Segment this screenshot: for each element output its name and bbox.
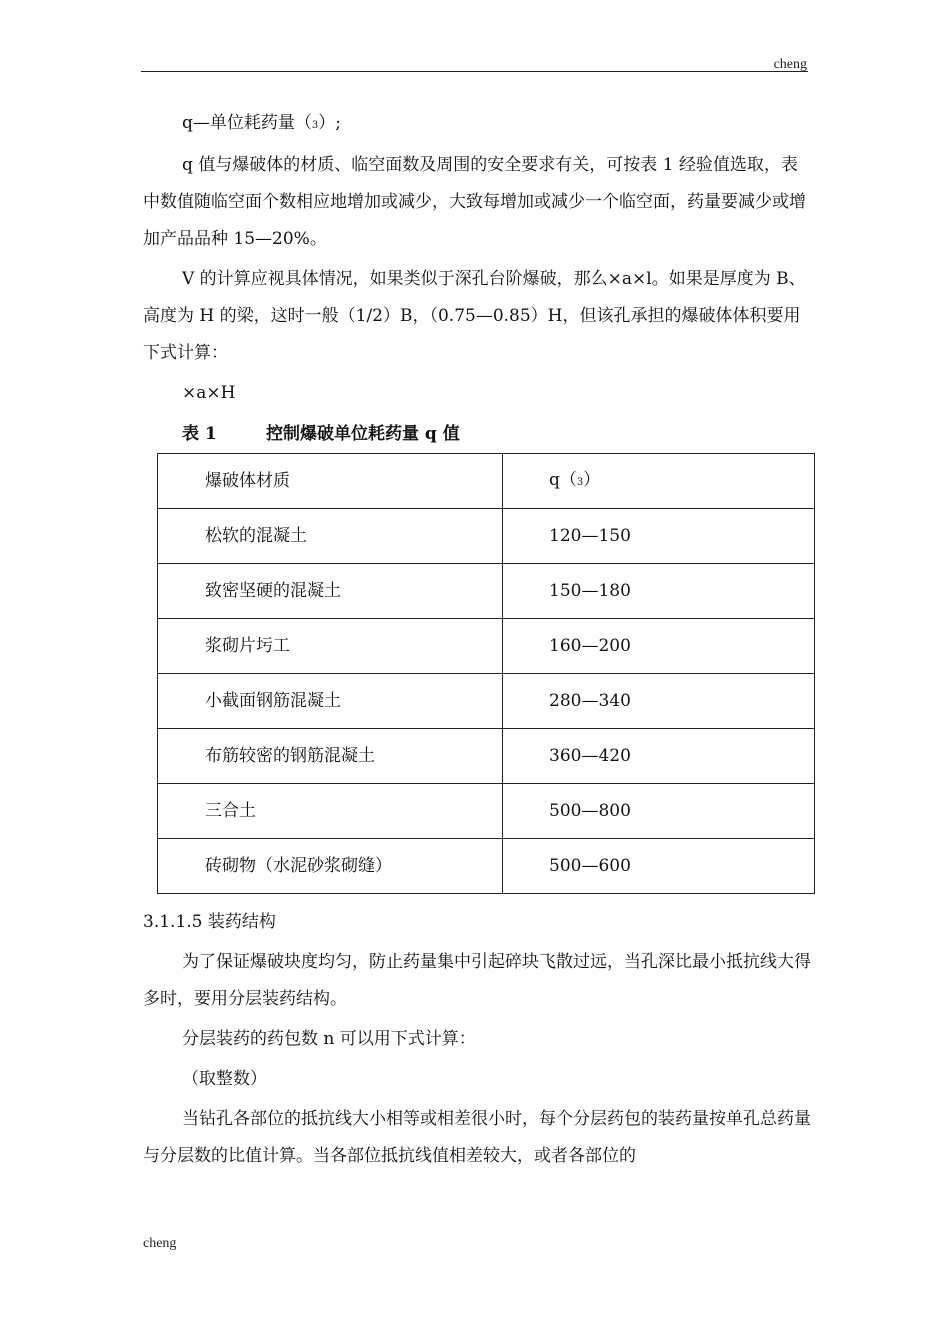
- cell-material: 浆砌片圬工: [158, 619, 503, 674]
- table-title: 控制爆破单位耗药量 q 值: [266, 424, 460, 444]
- table-header-row: [158, 454, 815, 509]
- cell-q: 500—800: [503, 784, 815, 839]
- formula-line: ×a×H: [182, 383, 236, 403]
- table-row: [158, 564, 815, 619]
- header-q-superscript: 3: [576, 476, 584, 488]
- cell-material: 布筋较密的钢筋混凝土: [158, 729, 503, 784]
- cell-material: 松软的混凝土: [158, 509, 503, 564]
- cell-q: 150—180: [503, 564, 815, 619]
- table-row: [158, 619, 815, 674]
- table-row: [158, 784, 815, 839]
- header-q-text: q（: [549, 469, 577, 490]
- header-q-end: ）: [583, 469, 601, 490]
- table-number: 表 1: [182, 424, 217, 444]
- table-row: [158, 509, 815, 564]
- cell-material: 三合土: [158, 784, 503, 839]
- paragraph-charge-count: 分层装药的药包数 n 可以用下式计算：: [182, 1029, 476, 1049]
- table-row: [158, 839, 815, 894]
- paragraph-round-note: （取整数）: [182, 1069, 267, 1089]
- paragraph-q-definition: [143, 105, 813, 144]
- page-header: cheng: [773, 57, 807, 72]
- q-definition-text: q—单位耗药量（: [182, 113, 312, 133]
- header-q: [503, 454, 815, 509]
- cell-q: 360—420: [503, 729, 815, 784]
- table-row: [158, 729, 815, 784]
- page-footer: cheng: [143, 1236, 177, 1251]
- header-rule: [141, 71, 808, 72]
- paragraph-v-calculation: V 的计算应视具体情况，如果类似于深孔台阶爆破，那么×a×l。如果是厚度为 B、高度为 H 的梁，这时一般（1/2）B，（0.75—0.85）H，但该孔承担的爆破体体积要用下式计算：: [143, 269, 806, 363]
- table-caption: [143, 417, 813, 451]
- cell-q: 280—340: [503, 674, 815, 729]
- cell-material: 致密坚硬的混凝土: [158, 564, 503, 619]
- paragraph-layered-charge: 为了保证爆破块度均匀，防止药量集中引起碎块飞散过远，当孔深比最小抵抗线大得多时，要用分层装药结构。: [143, 952, 811, 1009]
- section-heading: 3.1.1.5 装药结构: [143, 912, 276, 932]
- cell-material: 小截面钢筋混凝土: [158, 674, 503, 729]
- paragraph-q-value: q 值与爆破体的材质、临空面数及周围的安全要求有关，可按表 1 经验值选取，表中数值随临空面个数相应地增加或减少，大致每增加或减少一个临空面，药量要减少或增加产品品种 15—20%。: [143, 155, 806, 249]
- cell-q: 500—600: [503, 839, 815, 894]
- document-body: [143, 105, 813, 1178]
- q-definition-superscript: 3: [311, 120, 319, 131]
- table-row: [158, 674, 815, 729]
- cell-q: 120—150: [503, 509, 815, 564]
- q-definition-end: ）;: [318, 113, 341, 133]
- cell-material: 砖砌物（水泥砂浆砌缝）: [158, 839, 503, 894]
- header-material: 爆破体材质: [158, 454, 503, 509]
- cell-q: 160—200: [503, 619, 815, 674]
- charge-table: [157, 453, 815, 894]
- paragraph-charge-distribution: 当钻孔各部位的抵抗线大小相等或相差很小时，每个分层药包的装药量按单孔总药量与分层数的比值计算。当各部位抵抗线值相差较大，或者各部位的: [143, 1109, 811, 1166]
